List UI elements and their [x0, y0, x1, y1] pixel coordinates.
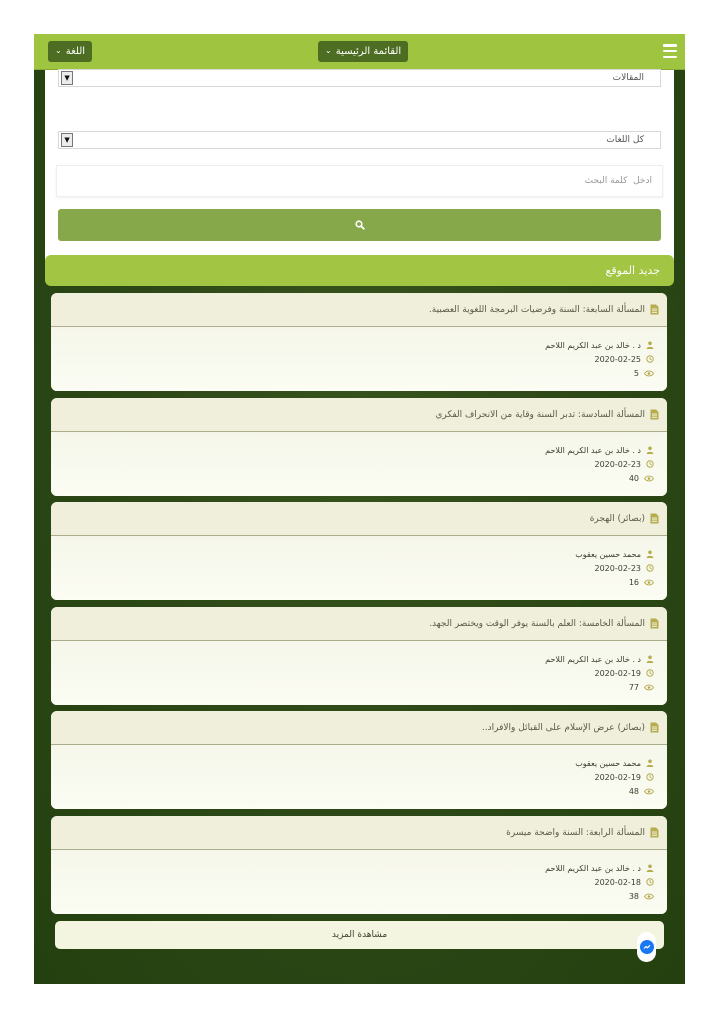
- language-select-value: كل اللغات: [606, 135, 644, 145]
- article-card: [51, 711, 667, 809]
- article-views: [51, 680, 654, 694]
- section-title-text: جديد الموقع: [605, 264, 660, 277]
- article-views-count: 77: [628, 682, 639, 692]
- language-button[interactable]: [48, 41, 92, 62]
- clock-icon: [646, 355, 654, 363]
- article-author: [51, 652, 654, 666]
- article-date-value: 2020-02-23: [594, 459, 641, 469]
- article-date-value: 2020-02-19: [594, 668, 641, 678]
- top-navigation-bar: [34, 34, 685, 70]
- eye-icon: [644, 893, 654, 900]
- article-date-value: 2020-02-23: [594, 563, 641, 573]
- article-card: [51, 398, 667, 496]
- section-select[interactable]: [58, 69, 661, 87]
- user-icon: [646, 759, 654, 767]
- eye-icon: [644, 788, 654, 795]
- article-card-body: [51, 327, 667, 391]
- article-views: [51, 784, 654, 798]
- article-card-header: [51, 816, 667, 850]
- article-date: [51, 561, 654, 575]
- article-card-header: [51, 293, 667, 327]
- article-card-body: [51, 432, 667, 496]
- article-card-header: [51, 398, 667, 432]
- document-icon: [650, 618, 659, 629]
- section-title-latest: [45, 255, 674, 286]
- eye-icon: [644, 684, 654, 691]
- article-card: [51, 607, 667, 705]
- document-icon: [650, 827, 659, 838]
- article-views-count: 40: [628, 473, 639, 483]
- page-background: [34, 34, 685, 984]
- hamburger-icon[interactable]: [663, 44, 677, 58]
- article-title-link[interactable]: المسألة السابعة: السنة وفرضيات البرمجة اللغوية العصبية.: [428, 304, 645, 315]
- article-card-body: [51, 641, 667, 705]
- search-input[interactable]: [56, 165, 663, 197]
- article-card: [51, 293, 667, 391]
- article-card: [51, 502, 667, 600]
- article-title-link[interactable]: (بصائر) الهجرة: [589, 513, 645, 524]
- article-author: [51, 443, 654, 457]
- article-date: [51, 875, 654, 889]
- article-author-name[interactable]: محمد حسين يعقوب: [575, 549, 641, 559]
- article-card-body: [51, 536, 667, 600]
- document-icon: [650, 513, 659, 524]
- eye-icon: [644, 370, 654, 377]
- article-card: [51, 816, 667, 914]
- article-views: [51, 889, 654, 903]
- article-author-name[interactable]: د . خالد بن عبد الكريم اللاحم: [545, 445, 641, 455]
- eye-icon: [644, 475, 654, 482]
- article-author: [51, 756, 654, 770]
- main-menu-button[interactable]: [318, 41, 408, 62]
- article-card-header: [51, 711, 667, 745]
- article-card-header: [51, 607, 667, 641]
- article-author-name[interactable]: د . خالد بن عبد الكريم اللاحم: [545, 340, 641, 350]
- messenger-icon[interactable]: [637, 932, 656, 962]
- article-views: [51, 366, 654, 380]
- document-icon: [650, 722, 659, 733]
- dropdown-arrow-icon[interactable]: ▼: [61, 71, 73, 85]
- article-views-count: 5: [633, 368, 639, 378]
- lightning-icon: [643, 943, 651, 951]
- article-title-link[interactable]: (بصائر) عرض الإسلام على القبائل والافراد..: [481, 722, 645, 733]
- article-title-link[interactable]: المسألة السادسة: تدبر السنة وقاية من الانحراف الفكري: [435, 409, 645, 420]
- search-icon: [355, 220, 365, 230]
- article-views: [51, 575, 654, 589]
- article-author-name[interactable]: محمد حسين يعقوب: [575, 758, 641, 768]
- article-card-body: [51, 745, 667, 809]
- article-date: [51, 666, 654, 680]
- article-views: [51, 471, 654, 485]
- article-author-name[interactable]: د . خالد بن عبد الكريم اللاحم: [545, 863, 641, 873]
- article-date-value: 2020-02-19: [594, 772, 641, 782]
- clock-icon: [646, 460, 654, 468]
- clock-icon: [646, 669, 654, 677]
- article-views-count: 48: [628, 786, 639, 796]
- chevron-down-icon: ⌄: [325, 46, 332, 55]
- messenger-bubble: [640, 940, 654, 954]
- clock-icon: [646, 773, 654, 781]
- article-author-name[interactable]: د . خالد بن عبد الكريم اللاحم: [545, 654, 641, 664]
- article-author: [51, 338, 654, 352]
- search-panel: [45, 70, 674, 267]
- article-date-value: 2020-02-25: [594, 354, 641, 364]
- user-icon: [646, 864, 654, 872]
- chevron-down-icon: ⌄: [55, 46, 62, 55]
- article-date-value: 2020-02-18: [594, 877, 641, 887]
- document-icon: [650, 409, 659, 420]
- article-author: [51, 547, 654, 561]
- user-icon: [646, 446, 654, 454]
- article-card-body: [51, 850, 667, 914]
- user-icon: [646, 655, 654, 663]
- article-date: [51, 770, 654, 784]
- search-button[interactable]: [58, 209, 661, 241]
- language-select[interactable]: [58, 131, 661, 149]
- user-icon: [646, 341, 654, 349]
- document-icon: [650, 304, 659, 315]
- user-icon: [646, 550, 654, 558]
- view-more-button[interactable]: [55, 921, 664, 949]
- article-views-count: 38: [628, 891, 639, 901]
- eye-icon: [644, 579, 654, 586]
- section-select-value: المقالات: [612, 73, 644, 83]
- dropdown-arrow-icon[interactable]: ▼: [61, 133, 73, 147]
- article-date: [51, 352, 654, 366]
- article-date: [51, 457, 654, 471]
- article-views-count: 16: [628, 577, 639, 587]
- article-title-link[interactable]: المسألة الرابعة: السنة واضحة ميسرة: [506, 827, 645, 838]
- language-label: اللغة: [65, 46, 86, 57]
- clock-icon: [646, 564, 654, 572]
- clock-icon: [646, 878, 654, 886]
- article-title-link[interactable]: المسألة الخامسة: العلم بالسنة يوفر الوقت ويختصر الجهد.: [429, 618, 645, 629]
- main-menu-label: القائمة الرئيسية: [335, 46, 402, 57]
- article-card-header: [51, 502, 667, 536]
- article-author: [51, 861, 654, 875]
- view-more-label: مشاهدة المزيد: [331, 930, 388, 940]
